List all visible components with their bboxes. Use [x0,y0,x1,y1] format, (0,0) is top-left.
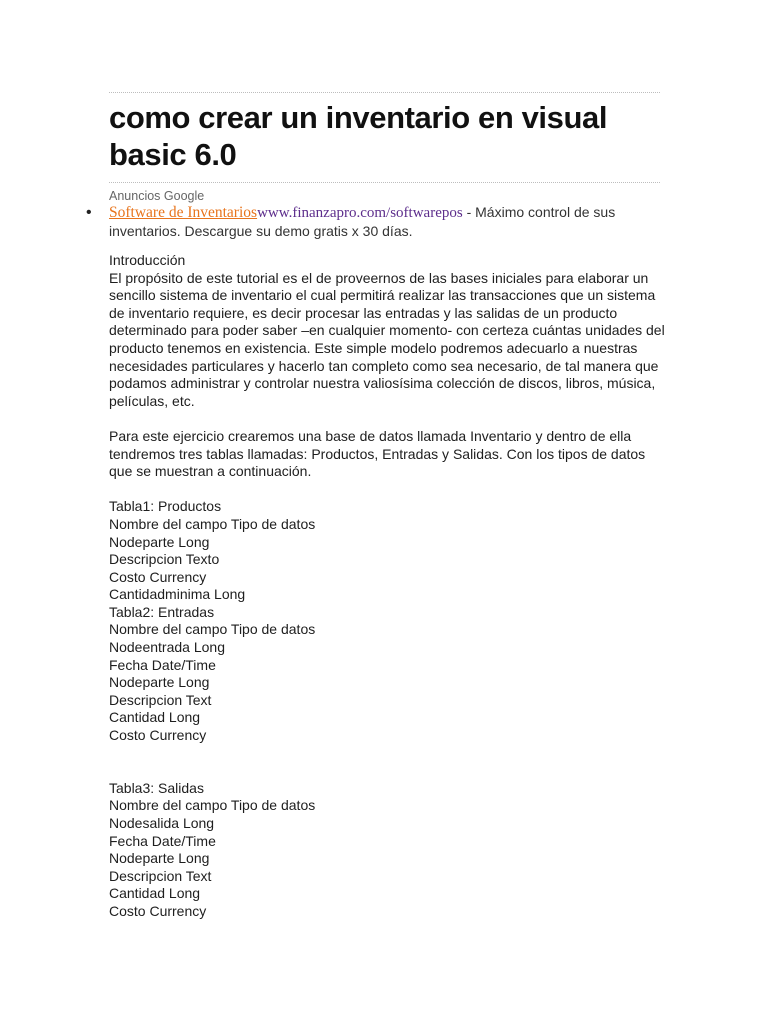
table-1-header: Nombre del campo Tipo de datos [109,515,316,532]
ad-description: - Máximo control de sus inventarios. Descargue su demo gratis x 30 días. [109,204,616,239]
table-1-name: Tabla1: Productos [109,498,222,515]
table-1-field: Descripcion Texto [109,551,220,568]
table-1-field: Nodeparte Long [109,533,210,550]
table-2-header: Nombre del campo Tipo de datos [109,621,316,638]
page-title: como crear un inventario en visual basic 6.0 [109,100,608,172]
table-3-field: Nodeparte Long [109,850,210,867]
db-paragraph: Para este ejercicio crearemos una base de datos llamada Inventario y dentro de ella tendremos tres tablas llamadas: Productos, Entradas y Salidas. Con los tipos de datos que se muestran a continuación. [109,427,646,480]
table-1-block [109,498,669,604]
ad-title-link[interactable]: Software de Inventarios [109,204,258,221]
table-2-field: Descripcion Text [109,691,212,708]
table-3-field: Cantidad Long [109,885,201,902]
top-divider [109,92,660,93]
title-divider [109,182,660,183]
table-3-name: Tabla3: Salidas [109,779,204,796]
table-3-field: Descripcion Text [109,867,212,884]
table-2-field: Fecha Date/Time [109,656,216,673]
table-3-header: Nombre del campo Tipo de datos [109,797,316,814]
table-2-name: Tabla2: Entradas [109,603,215,620]
ad-url-link[interactable]: www.finanzapro.com/softwarepos [257,205,463,221]
table-3-field: Costo Currency [109,902,207,919]
intro-paragraph: El propósito de este tutorial es el de proveernos de las bases iniciales para elaborar un sencillo sistema de inventario el cual permitirá realizar las transacciones que un sistema de inventario requiere, es decir procesar las entradas y las salidas de un producto determinado para poder saber –en cualquier momento- con certeza cuántas unidades del producto tenemos en existencia. Este simple modelo podremos adecuarlo a nuestras necesidades particulares y hacerlo tan completo como sea necesario, de tal manera que podamos administrar y controlar nuestra valiosísima colección de discos, libros, música, películas, etc. [109,269,665,409]
article-body [109,252,669,921]
table-2-field: Nodeparte Long [109,674,210,691]
table-2-field: Cantidad Long [109,709,201,726]
table-2-field: Nodeentrada Long [109,639,225,656]
table-2-field: Costo Currency [109,727,207,744]
table-3-field: Nodesalida Long [109,815,215,831]
table-3-block [109,780,669,921]
table-1-field: Cantidadminima Long [109,586,246,603]
table-1-field: Costo Currency [109,568,207,585]
table-3-field: Fecha Date/Time [109,832,216,849]
ads-label: Anuncios Google [109,189,205,203]
intro-heading: Introducción [109,252,186,268]
table-2-block [109,604,669,745]
ad-item [86,204,669,240]
bullet-icon: • [86,204,92,221]
